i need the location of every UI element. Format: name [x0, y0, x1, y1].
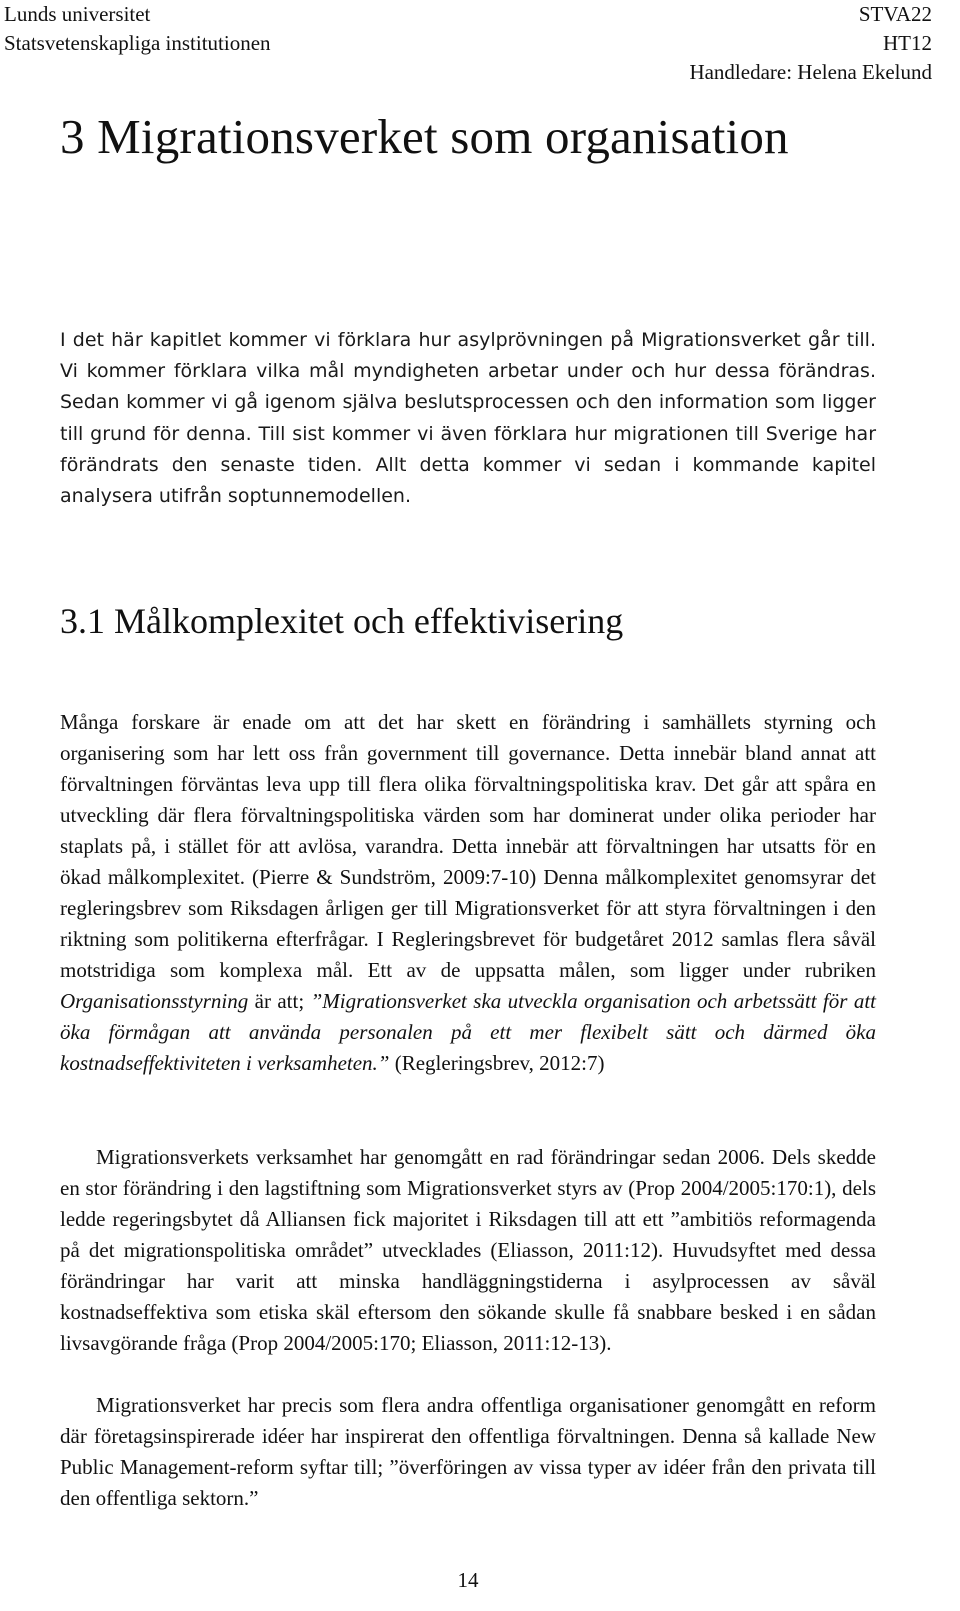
- page-number: 14: [457, 1568, 479, 1592]
- header-left: [4, 0, 271, 58]
- chapter-title: 3 Migrationsverket som organisation: [60, 109, 789, 164]
- section-title: 3.1 Målkomplexitet och effektivisering: [60, 601, 624, 641]
- paragraph-1-quote: ”Migrationsverket ska utveckla organisation och arbetssätt för att öka förmågan att använda personalen på ett mer flexibelt sätt och därmed öka kostnadseffektiviteten i verksamheten.”: [60, 989, 876, 1075]
- paragraph-3: Migrationsverket har precis som flera andra offentliga organisationer genomgått en reform där företagsinspirerade idéer har inspirerat den offentliga förvaltningen. Denna så kallade New Public Management-reform syftar till; ”överföringen av vissa typer av idéer från den privata till den offentliga sektorn.”: [60, 1393, 876, 1510]
- paragraph-1-mid: är att;: [248, 989, 311, 1013]
- header-right: [689, 0, 932, 87]
- header-supervisor: Handledare: Helena Ekelund: [689, 60, 932, 84]
- intro-paragraph: I det här kapitlet kommer vi förklara hur asylprövningen på Migrationsverket går till. Vi kommer förklara vilka mål myndigheten arbetar under och hur dessa förändras. Sedan kommer vi gå igenom själva beslutsprocessen och den information som ligger till grund för denna. Till sist kommer vi även förklara hur migrationen till Sverige har förändrats den senaste tiden. Allt detta kommer vi sedan i kommande kapitel analysera utifrån soptunnemodellen.: [60, 329, 876, 508]
- header-department: Statsvetenskapliga institutionen: [4, 31, 271, 55]
- paragraph-1-tail: (Regleringsbrev, 2012:7): [389, 1051, 605, 1075]
- paragraph-1: [60, 707, 876, 1079]
- header-university: Lunds universitet: [4, 2, 151, 26]
- paragraph-1-lead: Många forskare är enade om att det har skett en förändring i samhällets styrning och organisering som har lett oss från government till governance. Detta innebär bland annat att förvaltningen förväntas leva upp till flera olika förvaltningspolitiska krav. Det går att spåra en utveckling där flera förvaltningspolitiska värden som har dominerat under olika perioder har staplats på, i stället för att avlösa, varandra. Detta innebär att förvaltningen har utsatts för en ökad målkomplexitet. (Pierre & Sundström, 2009:7-10) Denna målkomplexitet genomsyrar det regleringsbrev som Riksdagen årligen ger till Migrationsverket för att styra förvaltningen i den riktning som politikerna efterfrågar. I Regleringsbrevet för budgetåret 2012 samlas flera såväl motstridiga som komplexa mål. Ett av de uppsatta målen, som ligger under rubriken: [60, 710, 876, 982]
- paragraph-2: Migrationsverkets verksamhet har genomgått en rad förändringar sedan 2006. Dels skedde en stor förändring i den lagstiftning som Migrationsverket styrs av (Prop 2004/2005:170:1), dels ledde regeringsbytet då Alliansen fick majoritet i Riksdagen till att ett ”ambitiös reformagenda på det migrationspolitiska området” utvecklades (Eliasson, 2011:12). Huvudsyftet med dessa förändringar har varit att minska handläggningstiderna i asylprocessen av såväl kostnadseffektiva som etiska skäl eftersom den sökande skulle få snabbare besked i en sådan livsavgörande fråga (Prop 2004/2005:170; Eliasson, 2011:12-13).: [60, 1145, 876, 1355]
- header-term: HT12: [883, 31, 932, 55]
- header-course: STVA22: [858, 2, 932, 26]
- paragraph-1-rubric: Organisationsstyrning: [60, 989, 249, 1013]
